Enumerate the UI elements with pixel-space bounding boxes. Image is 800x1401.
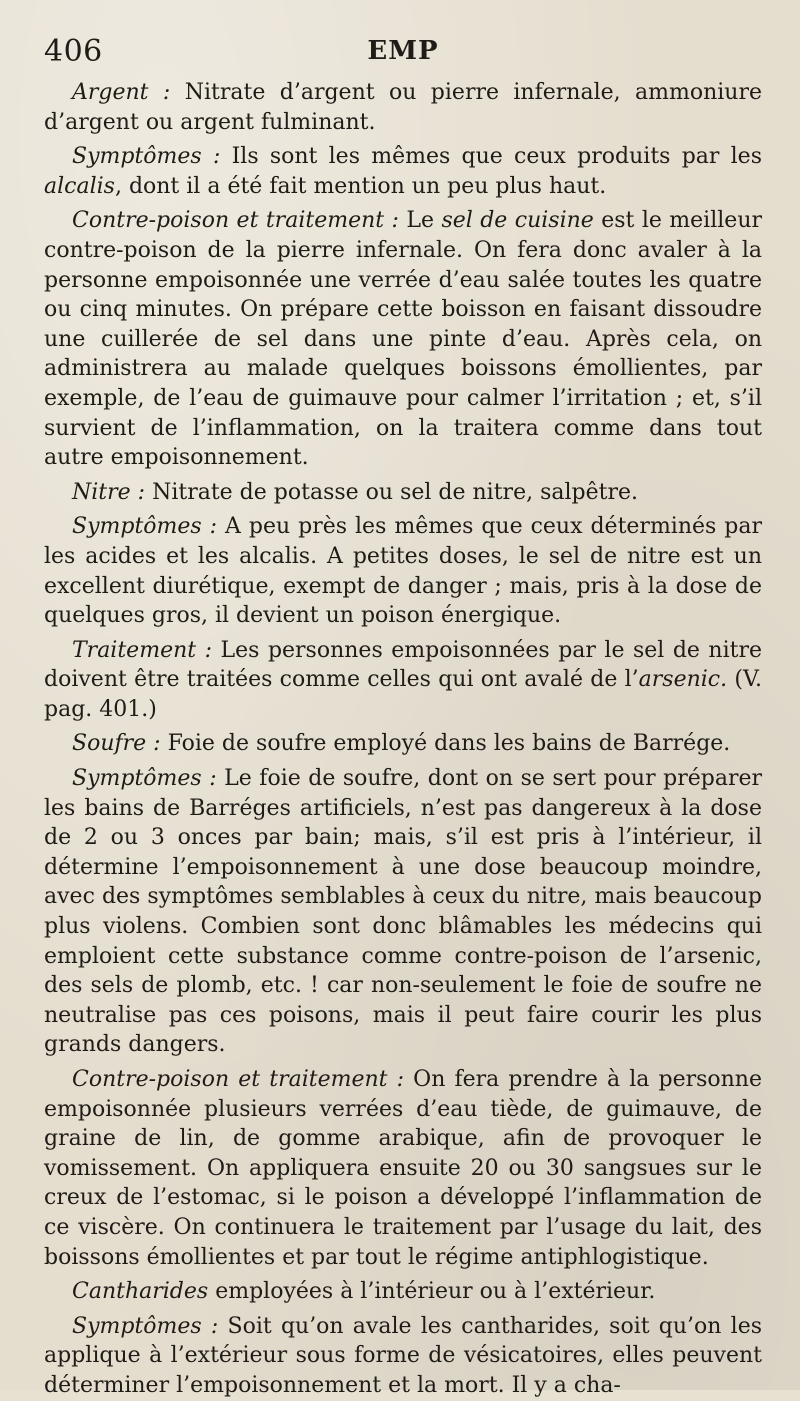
paragraph-lead: Cantharides [72, 1279, 209, 1305]
paragraph-text: (V. pag. 401.) [44, 667, 762, 722]
paragraph-cantharides [44, 1277, 762, 1307]
paragraph-lead: Traitement : [72, 637, 213, 663]
paragraph-cantharides-symptoms [44, 1312, 762, 1401]
paragraph-text: Le [398, 208, 442, 234]
paragraph-argent-symptoms [44, 142, 762, 201]
paragraph-argent [44, 78, 762, 137]
paragraph-text: est le meilleur contre-poison de la pierre infernale. On fera donc avaler à la personne empoisonnée une verrée d’eau salée toutes les quatre ou cinq minutes. On prépare cette boisson en faisant dissoudre une cuillerée de sel dans une pinte d’eau. Après cela, on administrera au malade quelques boissons émollientes, par exemple, de l’eau de guimauve pour calmer l’irritation ; et, s’il survient de l’inflammation, on la traitera comme dans tout autre empoisonnement. [44, 208, 763, 471]
paragraph-text: employées à l’intérieur ou à l’extérieur. [208, 1279, 656, 1305]
paragraph-lead: Symptômes : [72, 514, 218, 540]
paragraph-nitre-symptoms [44, 512, 762, 630]
emphasis-text: alcalis [44, 173, 115, 199]
paragraph-nitre [44, 478, 762, 508]
paragraph-text: , dont il a été fait mention un peu plus haut. [114, 173, 607, 199]
paragraph-soufre [44, 729, 762, 759]
page-header [44, 34, 762, 74]
paragraph-text: On fera prendre à la personne empoisonnée plusieurs verrées d’eau tiède, de guimauve, de graine de lin, de gomme arabique, afin de provoquer le vomissement. On appliquera ensuite 20 ou 30 sangsues sur le creux de l’estomac, si le poison a développé l’inflammation de ce viscère. On continuera le traitement par l’usage du lait, des boissons émollientes et par tout le régime antiphlogistique. [44, 1067, 762, 1270]
running-head: EMP [367, 36, 439, 66]
paragraph-lead: Symptômes : [72, 144, 221, 170]
paragraph-lead: Contre-poison et traitement : [72, 208, 399, 234]
paragraph-lead: Soufre : [72, 731, 161, 757]
emphasis-text: arsenic. [638, 667, 728, 693]
paragraph-text: Le foie de soufre, dont on se sert pour préparer les bains de Barréges artificiels, n’est pas dangereux à la dose de 2 ou 3 onces par bain; mais, s’il est pris à l’intérieur, il détermine l’empoisonnement à une dose beaucoup moindre, avec des symptômes semblables à ceux du nitre, mais beaucoup plus violens. Combien sont donc blâmables les médecins qui emploient cette substance comme contre-poison de l’arsenic, des sels de plomb, etc. ! car non-seulement le foie de soufre ne neutralise pas ces poisons, mais il peut faire courir les plus grands dangers. [44, 766, 762, 1058]
paragraph-text: A peu près les mêmes que ceux déterminés par les acides et les alcalis. A petites doses, le sel de nitre est un excellent diurétique, exempt de danger ; mais, pris à la dose de quelques gros, il devient un poison énergique. [44, 514, 763, 629]
body-text [44, 78, 762, 1401]
paragraph-lead: Symptômes : [72, 1313, 219, 1339]
paragraph-text: Nitrate de potasse ou sel de nitre, salpêtre. [145, 479, 638, 505]
paragraph-text: Soit qu’on avale les cantharides, soit qu’on les applique à l’extérieur sous forme de vésicatoires, elles peuvent déterminer l’empoisonnement et la mort. Il y a cha- [44, 1313, 762, 1398]
paragraph-lead: Symptômes : [72, 766, 217, 792]
paragraph-soufre-symptoms [44, 764, 762, 1060]
paragraph-text: Les personnes empoisonnées par le sel de nitre doivent être traitées comme celles qui ont avalé de l’ [44, 637, 763, 693]
paragraph-lead: Nitre : [72, 479, 146, 505]
paragraph-soufre-treatment [44, 1065, 762, 1272]
page-number: 406 [44, 34, 103, 69]
paragraph-text: Nitrate d’argent ou pierre infernale, ammoniure d’argent ou argent fulminant. [44, 80, 763, 135]
paragraph-text: Ils sont les mêmes que ceux produits par les [220, 144, 762, 170]
paragraph-nitre-treatment [44, 636, 762, 725]
paragraph-lead: Contre-poison et traitement : [72, 1067, 405, 1092]
emphasis-text: sel de cuisine [441, 208, 594, 234]
paragraph-lead: Argent : [72, 80, 171, 105]
paragraph-text: Foie de soufre employé dans les bains de Barrége. [160, 731, 731, 757]
paragraph-argent-treatment [44, 206, 762, 472]
